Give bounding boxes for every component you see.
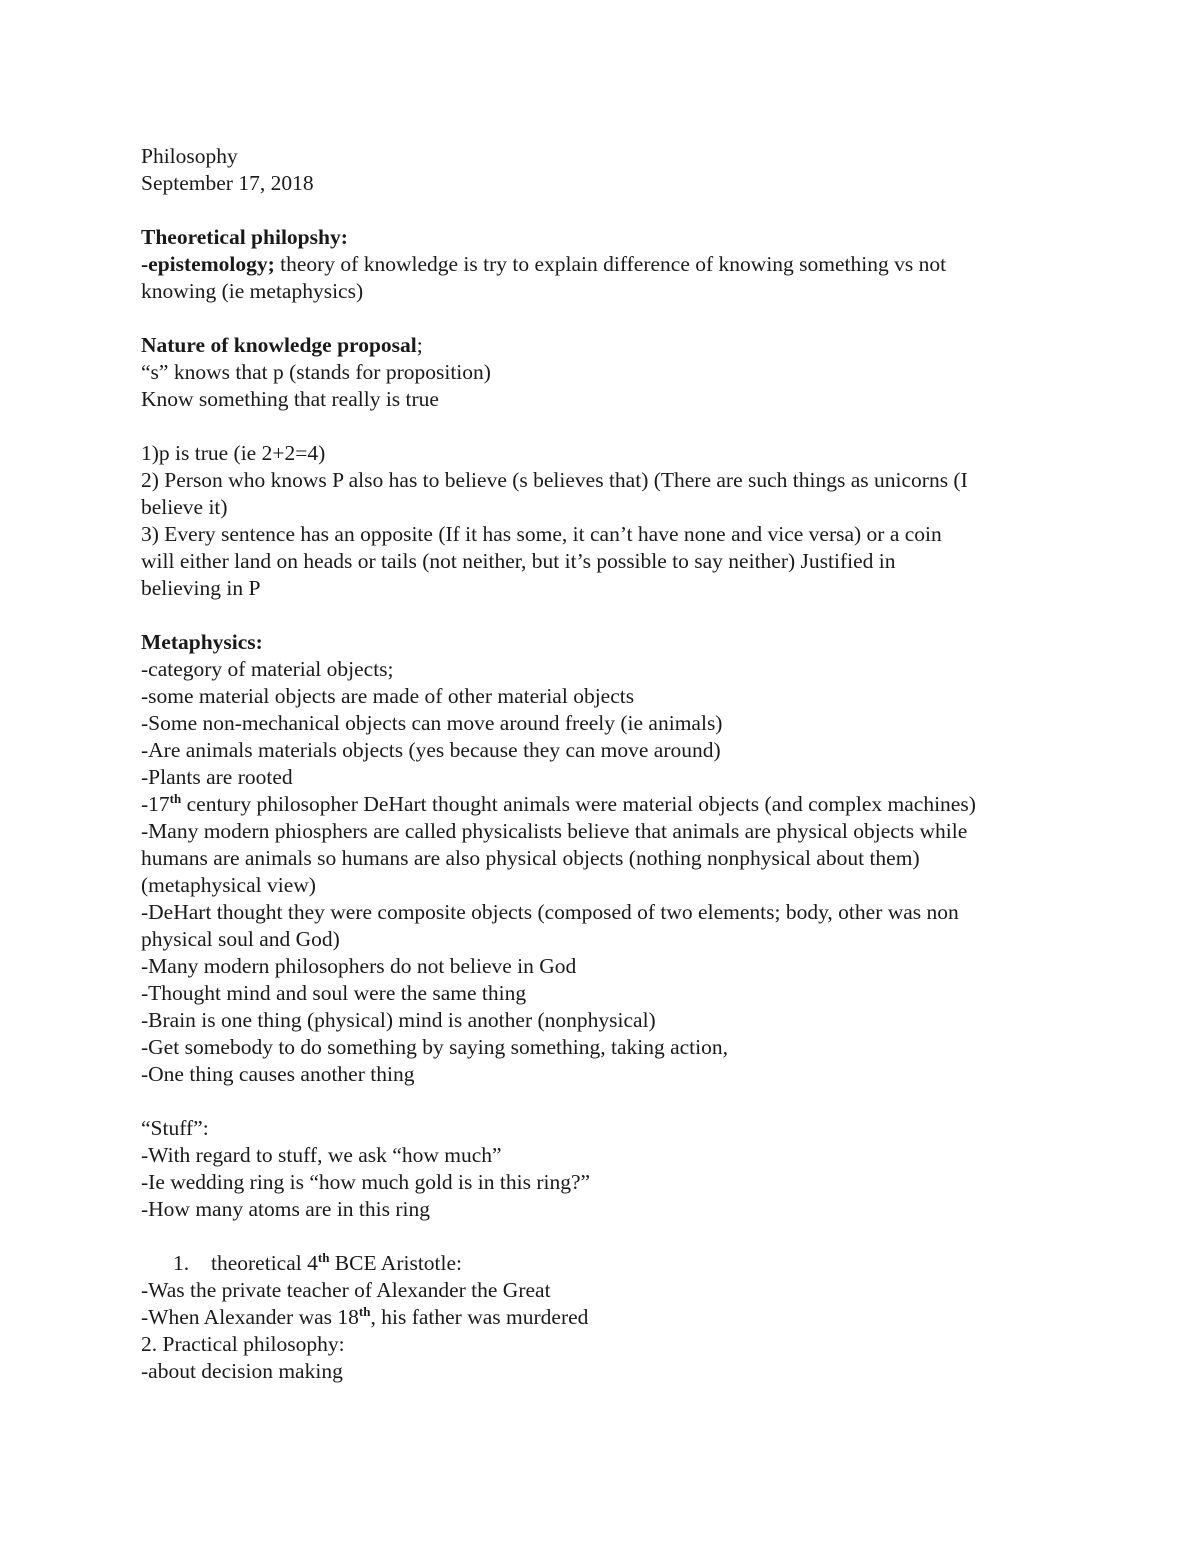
metaphysics-line: -category of material objects; (141, 657, 394, 681)
document-title: Philosophy (141, 144, 238, 168)
metaphysics-line: -some material objects are made of other material objects (141, 684, 635, 708)
century-rest: century philosopher DeHart thought animals were material objects (and complex machines) (181, 792, 976, 816)
century-superscript: th (169, 790, 182, 806)
numbered-item-theoretical (141, 1250, 1071, 1277)
metaphysics-line: -One thing causes another thing (141, 1062, 415, 1086)
metaphysics-line: humans are animals so humans are also physical objects (nothing nonphysical about them) (141, 846, 920, 870)
metaphysics-line: (metaphysical view) (141, 873, 316, 897)
stuff-line: -With regard to stuff, we ask “how much” (141, 1143, 502, 1167)
spacer (141, 197, 1071, 224)
condition-line: will either land on heads or tails (not neither, but it’s possible to say neither) Justified in (141, 549, 896, 573)
alexander-prefix: -When Alexander was 18 (141, 1305, 359, 1329)
practical-heading: 2. Practical philosophy: (141, 1332, 345, 1356)
metaphysics-line: -Many modern philosophers do not believe in God (141, 954, 577, 978)
knowledge-line: Know something that really is true (141, 387, 439, 411)
alexander-superscript: th (358, 1303, 371, 1319)
condition-line: believe it) (141, 495, 228, 519)
item-number: 1. (173, 1251, 190, 1275)
metaphysics-century-line (141, 791, 1071, 818)
condition-line: 2) Person who knows P also has to believe (s believes that) (There are such things as unicorns (I (141, 468, 968, 492)
metaphysics-line: -Get somebody to do something by saying something, taking action, (141, 1035, 728, 1059)
item-rest: BCE Aristotle: (329, 1251, 463, 1275)
metaphysics-line: -Some non-mechanical objects can move around freely (ie animals) (141, 711, 723, 735)
epistemology-line (141, 251, 1071, 278)
century-prefix: -17 (141, 792, 170, 816)
metaphysics-line: -Plants are rooted (141, 765, 293, 789)
document-date: September 17, 2018 (141, 171, 314, 195)
metaphysics-line: -DeHart thought they were composite objects (composed of two elements; body, other was non (141, 900, 959, 924)
condition-line: 3) Every sentence has an opposite (If it has some, it can’t have none and vice versa) or a coin (141, 522, 942, 546)
spacer (141, 413, 1071, 440)
stuff-line: -How many atoms are in this ring (141, 1197, 431, 1221)
knowledge-heading-line (141, 332, 1071, 359)
practical-line: -about decision making (141, 1359, 343, 1383)
document-body (141, 143, 1071, 1385)
spacer (141, 1223, 1071, 1250)
epistemology-line-cont: knowing (ie metaphysics) (141, 279, 364, 303)
metaphysics-line: -Brain is one thing (physical) mind is another (nonphysical) (141, 1008, 656, 1032)
knowledge-heading-tail: ; (416, 333, 423, 357)
stuff-line: -Ie wedding ring is “how much gold is in this ring?” (141, 1170, 591, 1194)
theoretical-heading: Theoretical philopshy: (141, 225, 348, 249)
metaphysics-line: physical soul and God) (141, 927, 340, 951)
item-prefix: theoretical 4 (211, 1251, 318, 1275)
metaphysics-heading: Metaphysics: (141, 630, 263, 654)
epistemology-text: theory of knowledge is try to explain difference of knowing something vs not (274, 252, 947, 276)
epistemology-term: -epistemology; (141, 252, 275, 276)
spacer (141, 1088, 1071, 1115)
spacer (141, 602, 1071, 629)
stuff-heading: “Stuff”: (141, 1116, 209, 1140)
condition-line: 1)p is true (ie 2+2=4) (141, 441, 326, 465)
knowledge-heading: Nature of knowledge proposal (141, 333, 417, 357)
metaphysics-line: -Are animals materials objects (yes because they can move around) (141, 738, 721, 762)
condition-line: believing in P (141, 576, 261, 600)
item-superscript: th (317, 1249, 330, 1265)
alexander-line (141, 1304, 1071, 1331)
metaphysics-line: -Many modern phiosphers are called physicalists believe that animals are physical objects while (141, 819, 968, 843)
aristotle-line: -Was the private teacher of Alexander the Great (141, 1278, 551, 1302)
metaphysics-line: -Thought mind and soul were the same thing (141, 981, 527, 1005)
knowledge-line: “s” knows that p (stands for proposition) (141, 360, 491, 384)
alexander-rest: , his father was murdered (370, 1305, 589, 1329)
spacer (141, 305, 1071, 332)
